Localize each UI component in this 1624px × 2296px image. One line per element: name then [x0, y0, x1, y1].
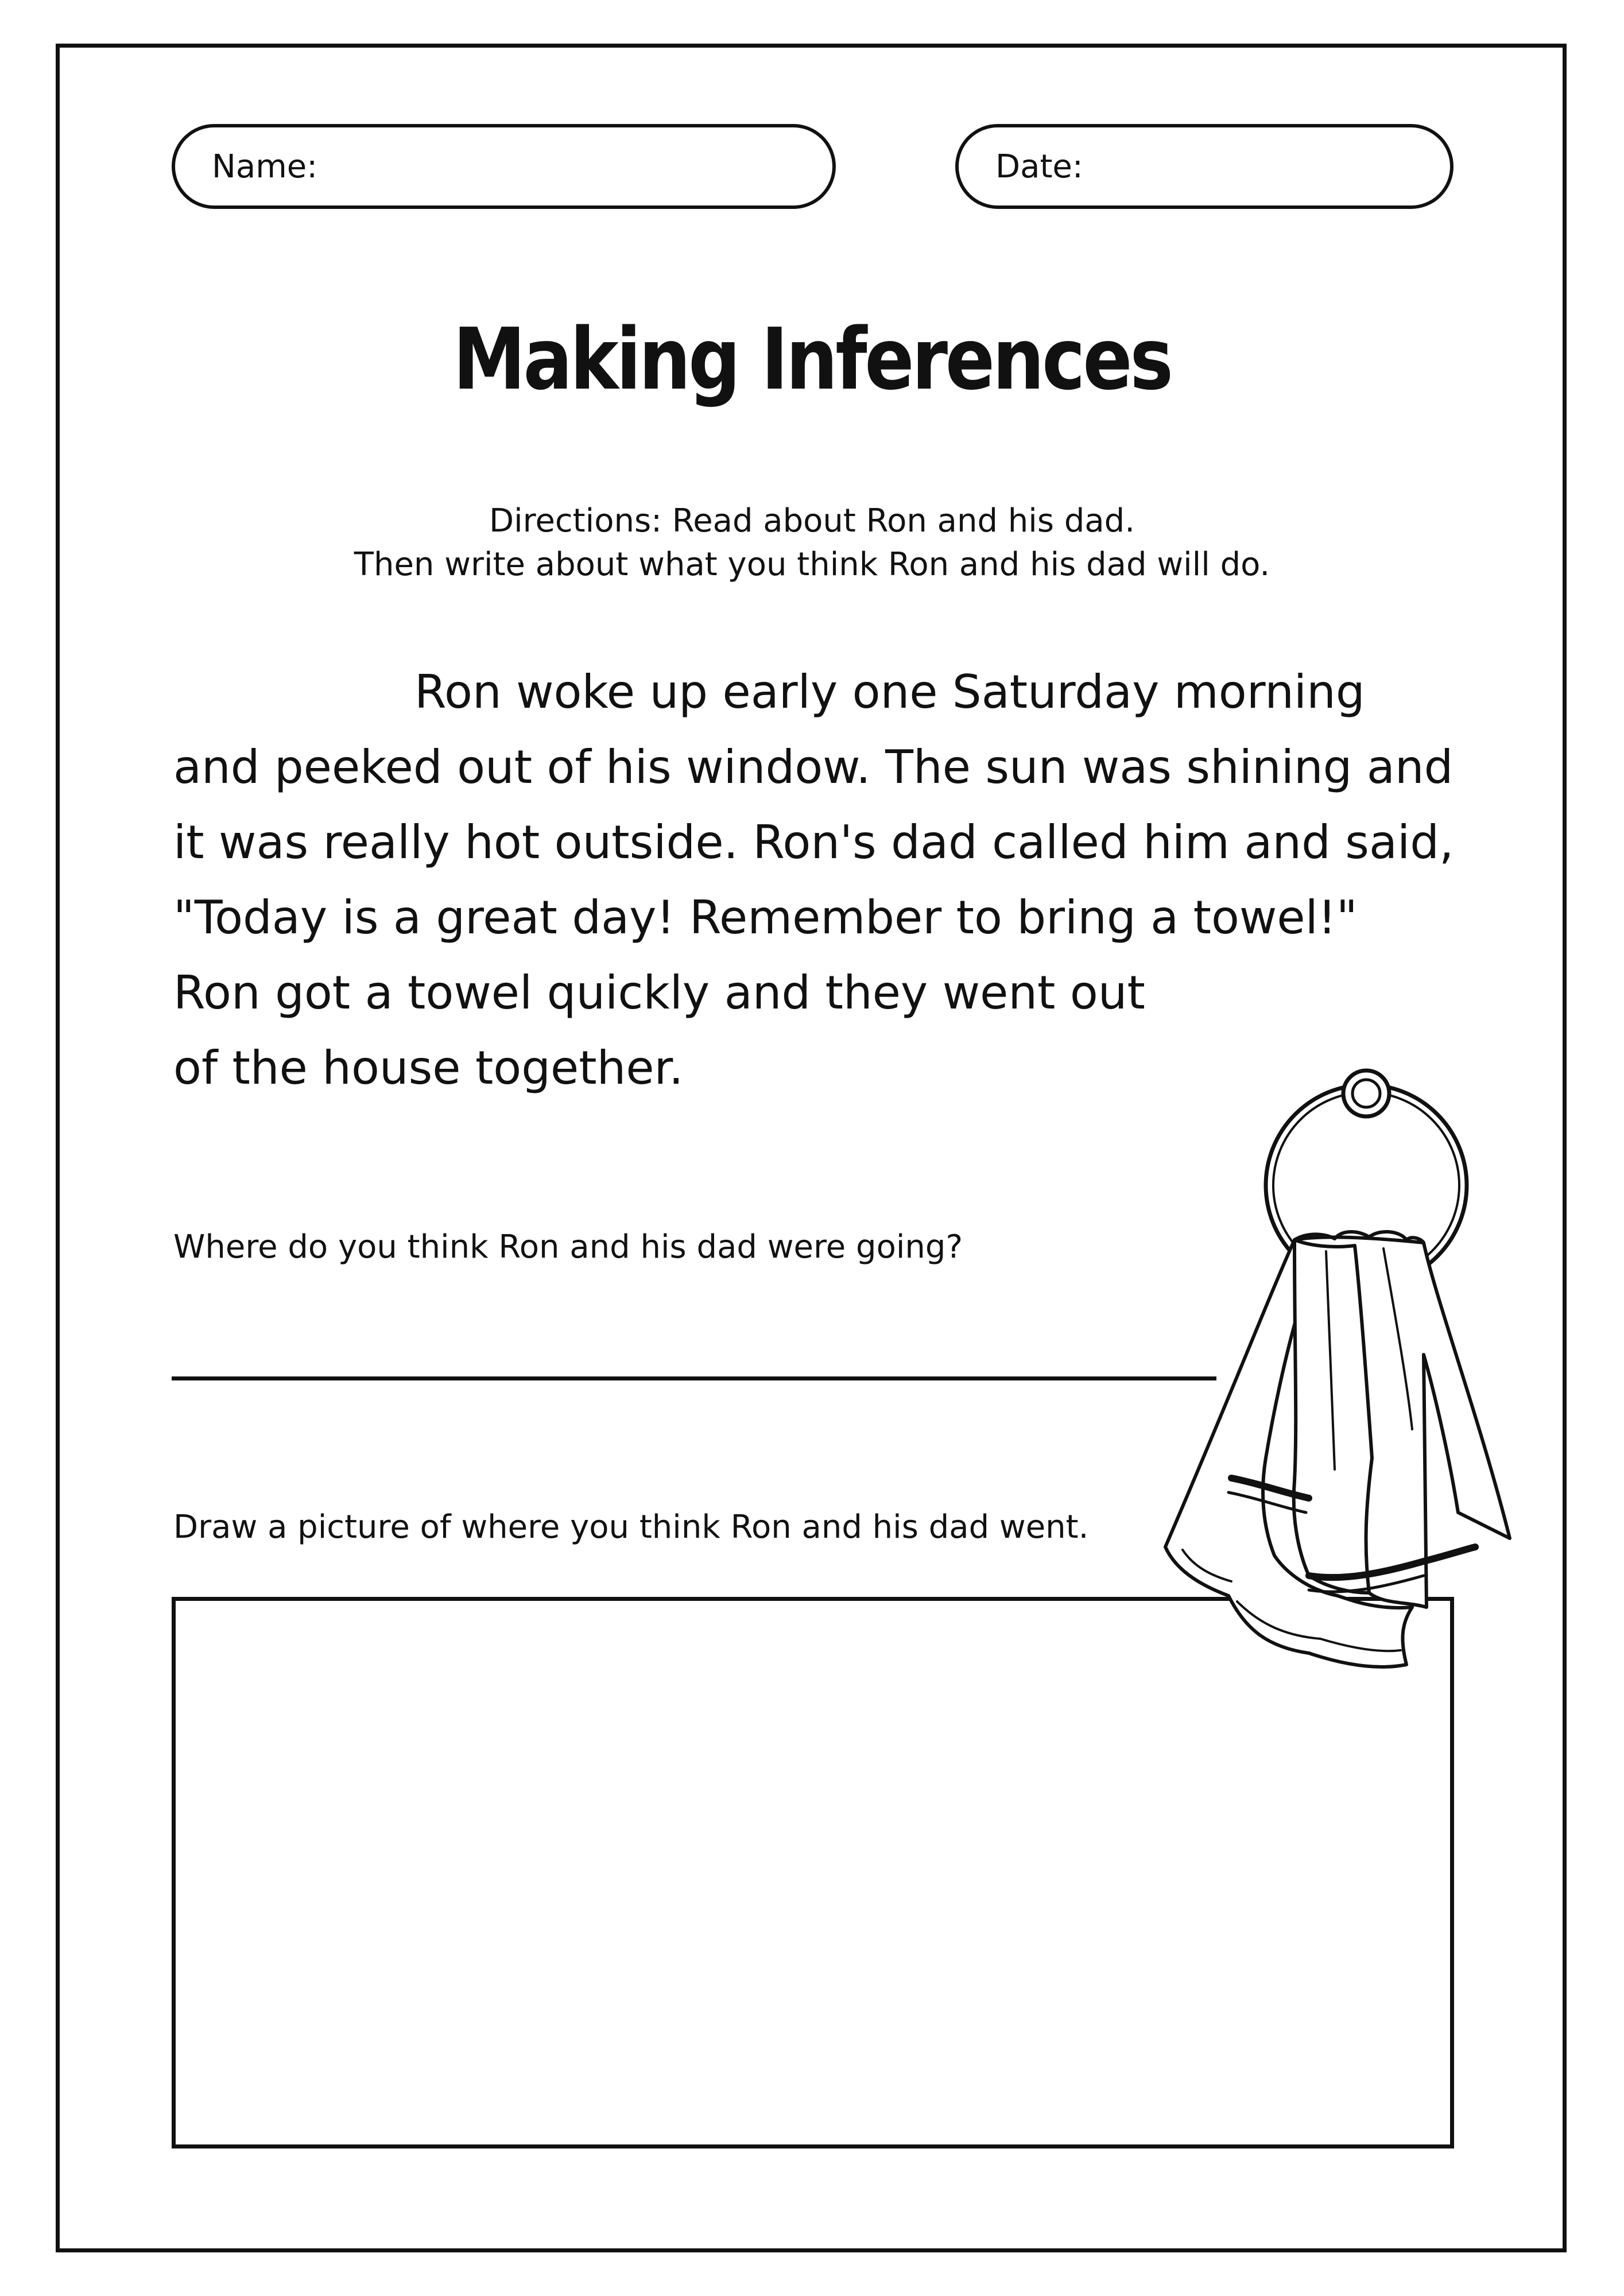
passage-line: "Today is a great day! Remember to bring a towel!" — [173, 891, 1358, 944]
directions — [0, 499, 1624, 587]
question-where-going: Where do you think Ron and his dad were going? — [173, 1228, 963, 1266]
passage-line: it was really hot outside. Ron's dad called him and said, — [173, 816, 1454, 869]
passage-line: Ron woke up early one Saturday morning — [414, 665, 1365, 719]
towel-on-ring-icon — [1137, 1056, 1538, 1688]
directions-line-2: Then write about what you think Ron and his dad will do. — [354, 546, 1270, 583]
name-label: Name: — [212, 148, 318, 185]
name-field[interactable] — [172, 124, 836, 209]
question-draw-picture: Draw a picture of where you think Ron and his dad went. — [173, 1508, 1089, 1546]
page-title: Making Inferences — [453, 310, 1171, 409]
date-field[interactable] — [955, 124, 1454, 209]
directions-line-1: Directions: Read about Ron and his dad. — [489, 502, 1135, 540]
reading-passage — [173, 654, 1494, 1106]
passage-line: of the house together. — [173, 1041, 684, 1095]
answer-line[interactable] — [172, 1376, 1216, 1380]
passage-line: Ron got a towel quickly and they went out — [173, 966, 1145, 1019]
date-label: Date: — [995, 148, 1083, 185]
passage-line: and peeked out of his window. The sun was shining and — [173, 740, 1454, 794]
